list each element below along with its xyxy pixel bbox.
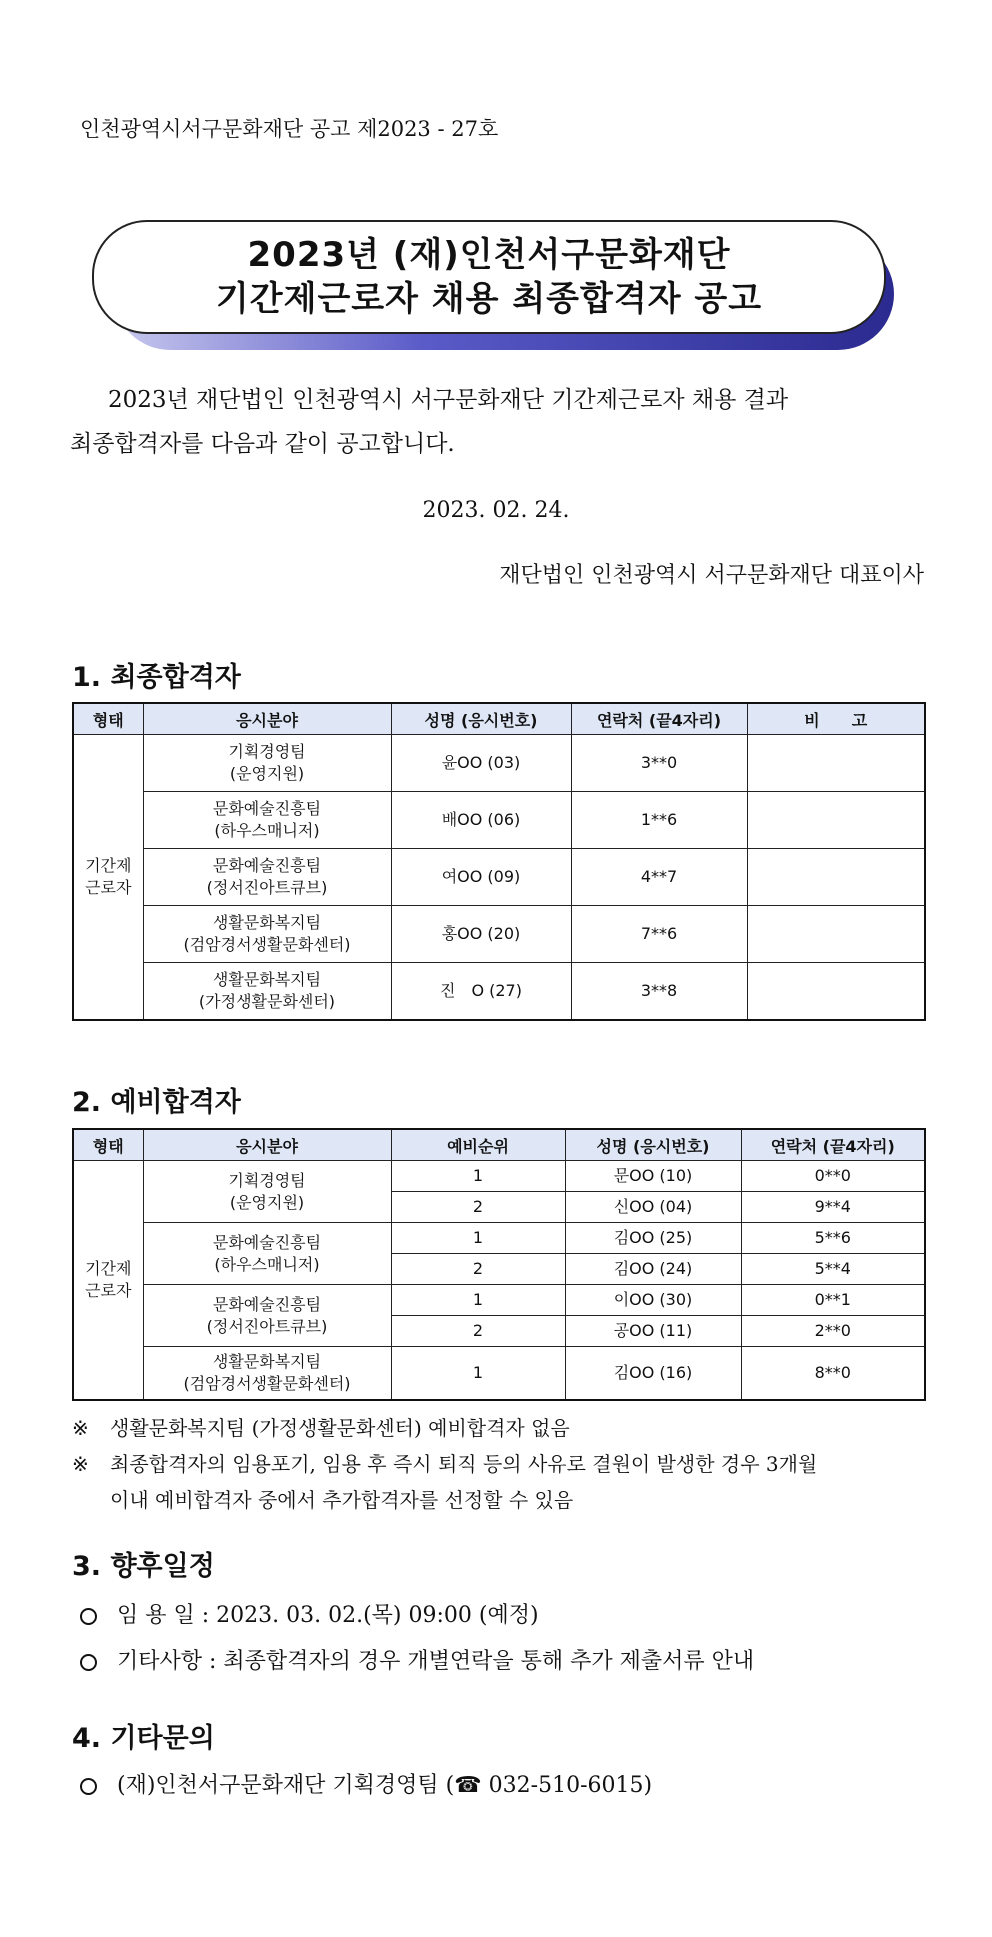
rank-cell: 1 <box>391 1161 565 1192</box>
contact-cell: 2**0 <box>741 1316 925 1347</box>
field-cell: 문화예술진흥팀 (정서진아트큐브) <box>143 849 391 906</box>
signer: 재단법인 인천광역시 서구문화재단 대표이사 <box>499 563 924 588</box>
reserve-notes <box>72 1410 932 1518</box>
rank-cell: 1 <box>391 1347 565 1401</box>
section-2-title: 2. 예비합격자 <box>72 1087 241 1118</box>
field-cell: 기획경영팀 (운영지원) <box>143 735 391 792</box>
header-name: 성명 (응시번호) <box>391 703 571 735</box>
table-row <box>73 963 925 1021</box>
contact-cell: 9**4 <box>741 1192 925 1223</box>
rank-cell: 1 <box>391 1223 565 1254</box>
note-cell <box>747 735 925 792</box>
header-field: 응시분야 <box>143 1129 391 1161</box>
field-cell: 생활문화복지팀 (가정생활문화센터) <box>143 963 391 1021</box>
name-cell: 신OO (04) <box>565 1192 741 1223</box>
contact-cell: 8**0 <box>741 1347 925 1401</box>
intro-line-2: 최종합격자를 다음과 같이 공고합니다. <box>70 431 455 457</box>
header-note: 비 고 <box>747 703 925 735</box>
table-header-row <box>73 1129 925 1161</box>
field-cell: 문화예술진흥팀 (정서진아트큐브) <box>143 1285 391 1347</box>
circle-bullet-icon <box>80 1654 97 1671</box>
header-contact: 연락처 (끝4자리) <box>571 703 747 735</box>
name-cell: 김OO (25) <box>565 1223 741 1254</box>
header-rank: 예비순위 <box>391 1129 565 1161</box>
notice-number: 인천광역시서구문화재단 공고 제2023 - 27호 <box>80 117 499 141</box>
header-field: 응시분야 <box>143 703 391 735</box>
name-cell: 김OO (16) <box>565 1347 741 1401</box>
table-row <box>73 849 925 906</box>
note-cell <box>747 849 925 906</box>
name-cell: 배OO (06) <box>391 792 571 849</box>
note-2: ※ 최종합격자의 임용포기, 임용 후 즉시 퇴직 등의 사유로 결원이 발생한 경우 3개월 이내 예비합격자 중에서 추가합격자를 선정할 수 있음 <box>72 1446 932 1518</box>
phone-number: 032-510-6015) <box>481 1773 653 1798</box>
table-row <box>73 1347 925 1401</box>
rank-cell: 2 <box>391 1254 565 1285</box>
contact-cell: 5**6 <box>741 1223 925 1254</box>
name-cell: 공OO (11) <box>565 1316 741 1347</box>
table-row <box>73 735 925 792</box>
note-mark: ※ <box>72 1416 89 1440</box>
header-name: 성명 (응시번호) <box>565 1129 741 1161</box>
note-cell <box>747 963 925 1021</box>
name-cell: 문OO (10) <box>565 1161 741 1192</box>
field-cell: 문화예술진흥팀 (하우스매니저) <box>143 792 391 849</box>
circle-bullet-icon <box>80 1608 97 1625</box>
reserve-pass-table <box>72 1128 926 1401</box>
name-cell: 여OO (09) <box>391 849 571 906</box>
contact-cell: 5**4 <box>741 1254 925 1285</box>
circle-bullet-icon <box>80 1778 97 1795</box>
title-line-1: 2023년 (재)인천서구문화재단 <box>247 235 731 275</box>
name-cell: 진 O (27) <box>391 963 571 1021</box>
section-1-title: 1. 최종합격자 <box>72 662 241 693</box>
contact-item: (재)인천서구문화재단 기획경영팀 (☎ 032-510-6015) <box>80 1768 652 1799</box>
note-mark: ※ <box>72 1452 89 1476</box>
table-row <box>73 1223 925 1254</box>
section-4-title: 4. 기타문의 <box>72 1723 215 1754</box>
type-cell: 기간제 근로자 <box>73 735 143 1021</box>
note-cell <box>747 906 925 963</box>
title-box <box>92 220 886 334</box>
final-pass-table <box>72 702 926 1021</box>
note-cell <box>747 792 925 849</box>
note-1: ※ 생활문화복지팀 (가정생활문화센터) 예비합격자 없음 <box>72 1410 932 1446</box>
table-row <box>73 906 925 963</box>
section-3-title: 3. 향후일정 <box>72 1551 215 1582</box>
intro-paragraph <box>70 378 930 466</box>
title-line-2: 기간제근로자 채용 최종합격자 공고 <box>215 279 763 319</box>
table-row <box>73 1285 925 1316</box>
notice-date: 2023. 02. 24. <box>422 498 570 523</box>
name-cell: 윤OO (03) <box>391 735 571 792</box>
contact-cell: 1**6 <box>571 792 747 849</box>
contact-cell: 3**0 <box>571 735 747 792</box>
table-row <box>73 1161 925 1192</box>
name-cell: 김OO (24) <box>565 1254 741 1285</box>
phone-icon: ☎ <box>454 1773 482 1798</box>
table-row <box>73 792 925 849</box>
contact-cell: 3**8 <box>571 963 747 1021</box>
schedule-item-1: 임 용 일 : 2023. 03. 02.(목) 09:00 (예정) <box>80 1598 539 1629</box>
contact-cell: 0**1 <box>741 1285 925 1316</box>
contact-cell: 0**0 <box>741 1161 925 1192</box>
rank-cell: 2 <box>391 1316 565 1347</box>
name-cell: 이OO (30) <box>565 1285 741 1316</box>
field-cell: 생활문화복지팀 (검암경서생활문화센터) <box>143 1347 391 1401</box>
contact-cell: 7**6 <box>571 906 747 963</box>
schedule-item-2: 기타사항 : 최종합격자의 경우 개별연락을 통해 추가 제출서류 안내 <box>80 1644 754 1675</box>
title-banner <box>92 220 892 336</box>
field-cell: 생활문화복지팀 (검암경서생활문화센터) <box>143 906 391 963</box>
header-contact: 연락처 (끝4자리) <box>741 1129 925 1161</box>
field-cell: 문화예술진흥팀 (하우스매니저) <box>143 1223 391 1285</box>
field-cell: 기획경영팀 (운영지원) <box>143 1161 391 1223</box>
table-header-row <box>73 703 925 735</box>
rank-cell: 1 <box>391 1285 565 1316</box>
type-cell: 기간제 근로자 <box>73 1161 143 1401</box>
header-type: 형태 <box>73 703 143 735</box>
rank-cell: 2 <box>391 1192 565 1223</box>
header-type: 형태 <box>73 1129 143 1161</box>
contact-cell: 4**7 <box>571 849 747 906</box>
intro-line-1: 2023년 재단법인 인천광역시 서구문화재단 기간제근로자 채용 결과 <box>108 387 789 413</box>
name-cell: 홍OO (20) <box>391 906 571 963</box>
